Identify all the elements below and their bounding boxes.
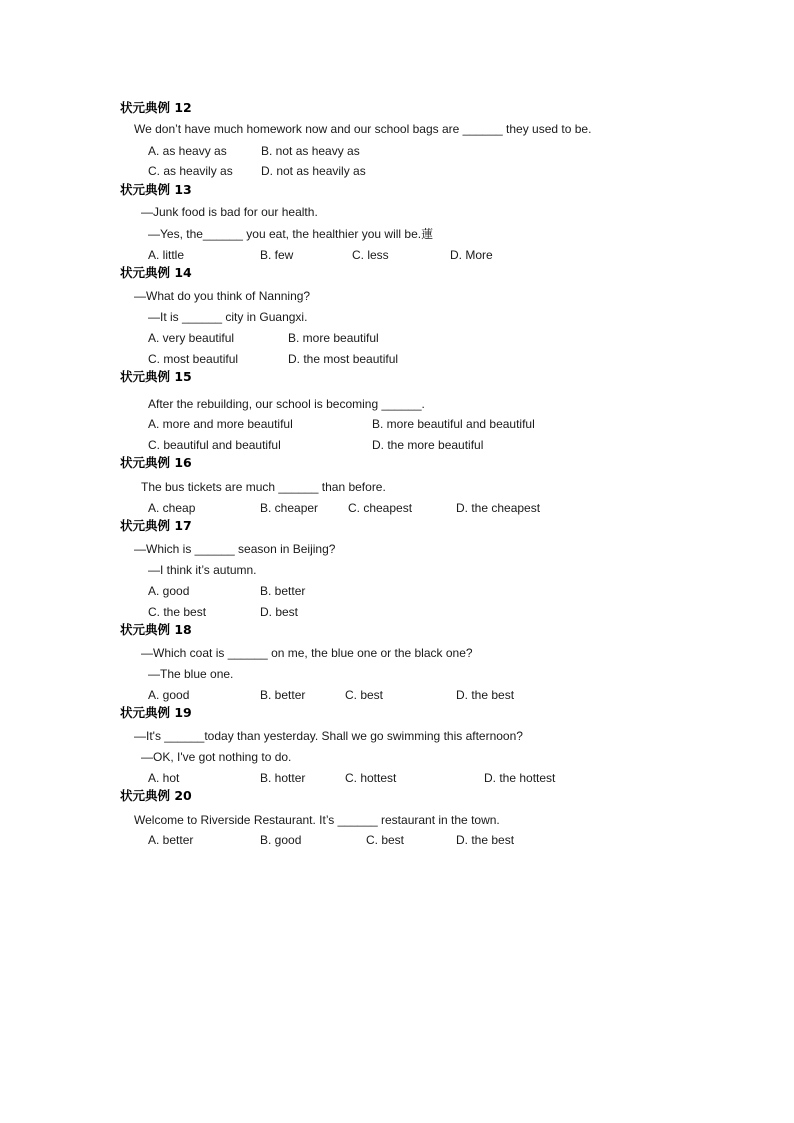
question-19-line-2: —OK, I've got nothing to do. — [141, 750, 292, 764]
question-12-stem: We don’t have much homework now and our school bags are ______ they used to be. — [134, 122, 592, 136]
question-20-option-d: D. the best — [456, 833, 515, 847]
question-20-option-a: A. better — [148, 833, 194, 847]
question-16-stem: The bus tickets are much ______ than before. — [141, 480, 386, 494]
question-17-option-c: C. the best — [148, 605, 207, 619]
question-18-option-c: C. best — [345, 688, 384, 702]
question-16-option-a: A. cheap — [148, 501, 196, 515]
question-18-line-2: —The blue one. — [148, 667, 234, 681]
question-20-title: 状元典例 20 — [120, 788, 192, 803]
question-20-option-b: B. good — [260, 833, 302, 847]
question-17-option-a: A. good — [148, 584, 190, 598]
question-15-option-a: A. more and more beautiful — [148, 417, 293, 431]
question-17-option-d: D. best — [260, 605, 299, 619]
question-13-title: 状元典例 13 — [120, 182, 192, 197]
question-16-title: 状元典例 16 — [120, 455, 192, 470]
question-18-option-b: B. better — [260, 688, 306, 702]
question-14-option-b: B. more beautiful — [288, 331, 379, 345]
question-16-option-c: C. cheapest — [348, 501, 413, 515]
question-12-option-b: B. not as heavy as — [261, 144, 360, 158]
question-20-option-c: C. best — [366, 833, 405, 847]
question-18-option-a: A. good — [148, 688, 190, 702]
question-18-line-1: —Which coat is ______ on me, the blue one or the black one? — [141, 646, 473, 660]
question-13-option-d: D. More — [450, 248, 493, 262]
question-20-stem: Welcome to Riverside Restaurant. It’s ______ restaurant in the town. — [134, 813, 500, 827]
question-19-option-d: D. the hottest — [484, 771, 556, 785]
question-18-option-d: D. the best — [456, 688, 515, 702]
question-13-option-a: A. little — [148, 248, 185, 262]
question-15-option-d: D. the more beautiful — [372, 438, 484, 452]
question-13-line-2: —Yes, the______ you eat, the healthier you will be.蓮 — [148, 227, 434, 241]
question-14-option-a: A. very beautiful — [148, 331, 235, 345]
question-19-option-c: C. hottest — [345, 771, 397, 785]
question-19-title: 状元典例 19 — [120, 705, 192, 720]
question-16-option-d: D. the cheapest — [456, 501, 541, 515]
question-13-option-b: B. few — [260, 248, 294, 262]
question-12-option-c: C. as heavily as — [148, 164, 233, 178]
question-19-line-1: —It's ______today than yesterday. Shall we go swimming this afternoon? — [134, 729, 523, 743]
question-12-option-a: A. as heavy as — [148, 144, 227, 158]
question-14-line-2: —It is ______ city in Guangxi. — [148, 310, 308, 324]
question-14-option-c: C. most beautiful — [148, 352, 239, 366]
question-12-title: 状元典例 12 — [120, 100, 192, 115]
question-17-option-b: B. better — [260, 584, 306, 598]
question-15-option-b: B. more beautiful and beautiful — [372, 417, 535, 431]
question-17-line-1: —Which is ______ season in Beijing? — [134, 542, 336, 556]
question-16-option-b: B. cheaper — [260, 501, 319, 515]
question-19-option-b: B. hotter — [260, 771, 306, 785]
question-14-line-1: —What do you think of Nanning? — [134, 289, 311, 303]
question-19-option-a: A. hot — [148, 771, 180, 785]
question-15-option-c: C. beautiful and beautiful — [148, 438, 281, 452]
question-18-title: 状元典例 18 — [120, 622, 192, 637]
question-13-line-1: —Junk food is bad for our health. — [141, 205, 318, 219]
question-17-title: 状元典例 17 — [120, 518, 192, 533]
question-15-stem: After the rebuilding, our school is becoming ______. — [148, 397, 425, 411]
question-17-line-2: —I think it’s autumn. — [148, 563, 257, 577]
question-14-option-d: D. the most beautiful — [288, 352, 399, 366]
question-12-option-d: D. not as heavily as — [261, 164, 366, 178]
question-13-option-c: C. less — [352, 248, 389, 262]
question-15-title: 状元典例 15 — [120, 369, 192, 384]
question-14-title: 状元典例 14 — [120, 265, 192, 280]
